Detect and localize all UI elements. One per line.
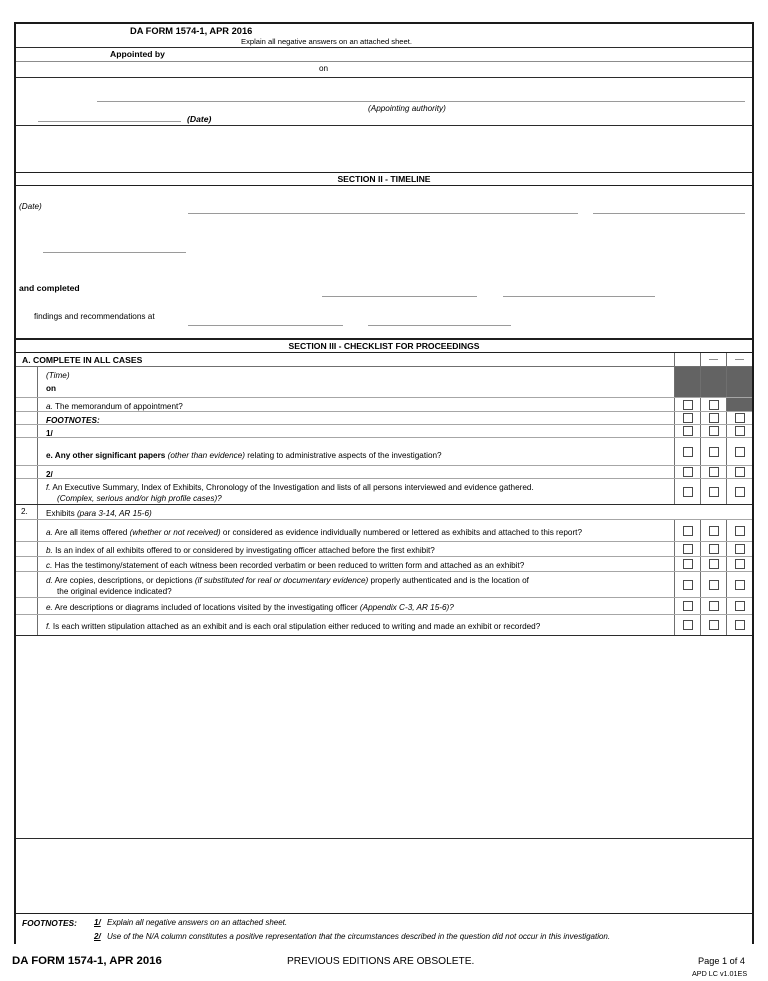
checkbox-yes[interactable] [683, 559, 693, 569]
section2-findings-rule-1[interactable] [188, 325, 343, 326]
form-header-title: DA FORM 1574-1, APR 2016 [130, 26, 253, 36]
checkbox-cell-no[interactable] [700, 425, 726, 437]
col-header-na [726, 353, 752, 366]
checkbox-cell-no[interactable] [700, 572, 726, 597]
item2-row-b-letter: b. [46, 546, 53, 555]
footer-form-id: DA FORM 1574-1, APR 2016 [12, 955, 162, 967]
checkbox-cell-yes[interactable] [674, 520, 700, 541]
blank-continuation-area[interactable] [16, 636, 752, 839]
on-band [16, 62, 752, 78]
section2-completed-rule-1[interactable] [322, 296, 477, 297]
item2-title-reference: (para 3-14, AR 15-6) [76, 508, 152, 518]
checkbox-yes[interactable] [683, 426, 693, 436]
item2-row-a-tail: or considered as evidence individually numbered or lettered as exhibits and attached to this report? [220, 528, 582, 537]
checklist-part-a-header [16, 353, 752, 367]
checkbox-na[interactable] [735, 544, 745, 554]
checkbox-na[interactable] [735, 526, 745, 536]
item2-row-d-tail: properly authenticated and is the location of [368, 575, 529, 585]
appointing-authority-rule[interactable] [97, 101, 745, 102]
footnotes-block [16, 913, 752, 946]
row-e-lead: e. Any other significant papers [46, 451, 168, 460]
row-number-blank [16, 479, 38, 504]
checkbox-cell-shaded [726, 398, 752, 411]
checkbox-no[interactable] [709, 426, 719, 436]
item2-row-d-letter: d. [46, 575, 53, 585]
checkbox-cell-no[interactable] [700, 412, 726, 424]
checkbox-cell-no[interactable] [700, 438, 726, 465]
footer-apd-label: APD LC v1.01ES [692, 969, 748, 978]
row-f-line1: An Executive Summary, Index of Exhibits, Chronology of the Investigation and lists of all persons interviewed and evidence gathered. [50, 482, 534, 492]
section2-title: SECTION II - TIMELINE [16, 172, 752, 186]
row-a-memorandum-text [38, 398, 674, 411]
checkbox-no[interactable] [709, 559, 719, 569]
checkbox-cell-yes[interactable] [674, 412, 700, 424]
checkbox-na[interactable] [735, 601, 745, 611]
checkbox-na[interactable] [735, 467, 745, 477]
table-row [16, 598, 752, 615]
table-row [16, 438, 752, 466]
section2-time-rule[interactable] [43, 252, 186, 253]
item2-row-e-letter: e. [46, 603, 53, 612]
time-on-row [16, 367, 752, 398]
row-f-executive-summary-text [38, 479, 674, 504]
section2-date-rule-2[interactable] [593, 213, 745, 214]
checkbox-cell-no[interactable] [700, 615, 726, 635]
section2-completed-rule-2[interactable] [503, 296, 655, 297]
checkbox-yes[interactable] [683, 447, 693, 457]
checkbox-na[interactable] [735, 413, 745, 423]
row-number-blank [16, 542, 38, 556]
item2-row-c-letter: c. [46, 561, 53, 570]
item2-row-b-lead: Is an index of all exhibits offered to or considered by investigating officer attached before the first exhibit? [55, 546, 435, 555]
footnote-1-marker: 1/ [94, 918, 101, 927]
item2-exhibits-heading-row [16, 505, 752, 520]
checkbox-cell-shaded [700, 367, 726, 397]
checkbox-cell-no[interactable] [700, 466, 726, 478]
checkbox-cell-na[interactable] [726, 520, 752, 541]
table-row [16, 615, 752, 636]
col-header-yes [674, 353, 700, 366]
checkbox-cell-no[interactable] [700, 598, 726, 614]
item2-row-d-lead: Are copies, descriptions, or depictions [54, 575, 195, 585]
checkbox-cell-na[interactable] [726, 557, 752, 571]
checkbox-cell-yes[interactable] [674, 542, 700, 556]
checkbox-no[interactable] [709, 447, 719, 457]
section2-date-rule-1[interactable] [188, 213, 578, 214]
checkbox-no[interactable] [709, 544, 719, 554]
table-row [16, 466, 752, 479]
header-band [16, 24, 752, 48]
item2-title [38, 505, 752, 519]
checkbox-cell-yes[interactable] [674, 479, 700, 504]
footnote-1-text: Explain all negative answers on an attached sheet. [107, 918, 288, 927]
section3-title: SECTION III - CHECKLIST FOR PROCEEDINGS [16, 339, 752, 353]
checkbox-no[interactable] [709, 601, 719, 611]
checkbox-na[interactable] [735, 487, 745, 497]
footnote-2-text: Use of the N/A column constitutes a positive representation that the circumstances described in the question did not occur in this investigation. [107, 932, 611, 941]
table-row [16, 542, 752, 557]
checkbox-cell-na[interactable] [726, 412, 752, 424]
row-a-label: The memorandum of appointment? [52, 401, 183, 411]
row-f-letter: f. [46, 482, 51, 492]
item2-row-a-lead: Are all items offered [54, 528, 130, 537]
checkbox-na[interactable] [735, 620, 745, 630]
checkbox-cell-na[interactable] [726, 615, 752, 635]
row-number-blank [16, 438, 38, 465]
table-row [16, 412, 752, 425]
item2-row-a-text [38, 520, 674, 541]
checkbox-cell-no[interactable] [700, 557, 726, 571]
checkbox-cell-na[interactable] [726, 542, 752, 556]
checkbox-cell-shaded [674, 367, 700, 397]
checkbox-yes[interactable] [683, 467, 693, 477]
section2-body [16, 186, 752, 339]
row-number-blank [16, 557, 38, 571]
checkbox-cell-yes[interactable] [674, 615, 700, 635]
item2-row-c-lead: Has the testimony/statement of each witness been recorded verbatim or been reduced to written form and attached as an exhibit? [54, 561, 525, 570]
col-header-na-dash [735, 359, 744, 360]
form-outer-frame [14, 22, 754, 944]
footnotes-label: FOOTNOTES: [22, 918, 77, 928]
footer-page-label: Page 1 of 4 [698, 956, 745, 966]
row-number-blank [16, 598, 38, 614]
time-label: (Time) [46, 370, 70, 380]
checkbox-cell-yes[interactable] [674, 466, 700, 478]
row-number-blank [16, 466, 38, 478]
checkbox-cell-na[interactable] [726, 466, 752, 478]
form-header-note: Explain all negative answers on an attached sheet. [241, 37, 412, 46]
appointing-authority-caption: (Appointing authority) [368, 104, 446, 113]
on-label: on [319, 64, 329, 73]
checkbox-cell-yes[interactable] [674, 572, 700, 597]
checkbox-cell-na[interactable] [726, 479, 752, 504]
checkbox-no[interactable] [709, 620, 719, 630]
row-number-blank [16, 398, 38, 411]
checkbox-cell-yes[interactable] [674, 398, 700, 411]
item2-row-a-letter: a. [46, 528, 53, 537]
appointment-date-caption: (Date) [187, 114, 212, 124]
row-footnotes-label: FOOTNOTES: [46, 415, 100, 425]
checkbox-no[interactable] [709, 400, 719, 410]
section2-and-completed-label: and completed [19, 283, 80, 293]
row-e-significant-papers-text [38, 438, 674, 465]
checkbox-na[interactable] [735, 580, 745, 590]
checkbox-no[interactable] [709, 413, 719, 423]
item2-row-e-parenthetical: (Appendix C-3, AR 15-6)? [359, 603, 454, 612]
checkbox-cell-no[interactable] [700, 542, 726, 556]
row-a-letter: a. [46, 401, 53, 411]
item2-row-d-parenthetical: (if substituted for real or documentary evidence) [194, 575, 369, 585]
checkbox-yes[interactable] [683, 620, 693, 630]
checkbox-cell-na[interactable] [726, 572, 752, 597]
checkbox-cell-na[interactable] [726, 425, 752, 437]
item2-row-e-lead: Are descriptions or diagrams included of locations visited by the investigating officer [54, 603, 360, 612]
checkbox-cell-yes[interactable] [674, 557, 700, 571]
item2-number: 2. [16, 505, 38, 519]
section2-findings-label: findings and recommendations at [34, 312, 155, 321]
checkbox-no[interactable] [709, 526, 719, 536]
checkbox-yes[interactable] [683, 526, 693, 536]
item2-row-e-text [38, 598, 674, 614]
table-row [16, 520, 752, 542]
checkbox-yes[interactable] [683, 413, 693, 423]
checkbox-no[interactable] [709, 487, 719, 497]
checkbox-cell-no[interactable] [700, 398, 726, 411]
checkbox-yes[interactable] [683, 544, 693, 554]
item2-title-main: Exhibits [46, 508, 75, 518]
row-number-blank [16, 367, 38, 397]
table-row [16, 479, 752, 505]
row-e-parenthetical: (other than evidence) [167, 451, 245, 460]
checkbox-cell-no[interactable] [700, 479, 726, 504]
time-on-cell [38, 367, 674, 397]
checkbox-no[interactable] [709, 467, 719, 477]
checkbox-cell-yes[interactable] [674, 425, 700, 437]
row-e-tail: relating to administrative aspects of the investigation? [245, 451, 442, 460]
row-f-line2: (Complex, serious and/or high profile cases)? [57, 493, 222, 503]
checkbox-na[interactable] [735, 426, 745, 436]
checkbox-cell-yes[interactable] [674, 438, 700, 465]
item2-row-b-text [38, 542, 674, 556]
part-a-label: A. COMPLETE IN ALL CASES [22, 354, 143, 365]
checkbox-cell-yes[interactable] [674, 598, 700, 614]
row-footnote-2-marker: 2/ [46, 469, 53, 479]
checkbox-yes[interactable] [683, 601, 693, 611]
table-row [16, 425, 752, 438]
checkbox-cell-na[interactable] [726, 438, 752, 465]
item2-row-f-text [38, 615, 674, 635]
item2-row-d-line2: the original evidence indicated? [57, 586, 172, 596]
checkbox-no[interactable] [709, 580, 719, 590]
row-number-blank [16, 425, 38, 437]
item2-row-f-letter: f. [46, 622, 51, 631]
checkbox-na[interactable] [735, 559, 745, 569]
appointed-by-label: Appointed by [110, 49, 165, 59]
checklist-table [16, 353, 752, 839]
checkbox-cell-no[interactable] [700, 520, 726, 541]
checkbox-cell-na[interactable] [726, 598, 752, 614]
appointed-by-band [16, 48, 752, 62]
item2-row-f-lead: Is each written stipulation attached as an exhibit and is each oral stipulation either reduced to writing and made an exhibit or recorded? [52, 622, 541, 631]
row-footnote-1-marker: 1/ [46, 428, 53, 438]
footer-editions-note: PREVIOUS EDITIONS ARE OBSOLETE. [287, 956, 475, 967]
section2-findings-rule-2[interactable] [368, 325, 511, 326]
item2-row-d-text [38, 572, 674, 597]
time-on-label: on [46, 383, 57, 393]
item2-row-c-text [38, 557, 674, 571]
checkbox-yes[interactable] [683, 487, 693, 497]
row-number-blank [16, 520, 38, 541]
footnote-2-marker: 2/ [94, 932, 101, 941]
section2-date-label: (Date) [19, 202, 42, 211]
row-number-blank [16, 572, 38, 597]
appointment-date-rule[interactable] [38, 121, 181, 122]
row-number-blank [16, 615, 38, 635]
appointing-authority-band [16, 78, 752, 126]
table-row [16, 572, 752, 598]
col-header-no [700, 353, 726, 366]
table-row [16, 557, 752, 572]
row-number-blank [16, 412, 38, 424]
col-header-no-dash [709, 359, 718, 360]
checkbox-yes[interactable] [683, 580, 693, 590]
checkbox-cell-shaded [726, 367, 752, 397]
table-row [16, 398, 752, 412]
checkbox-na[interactable] [735, 447, 745, 457]
item2-row-a-parenthetical: (whether or not received) [129, 528, 221, 537]
checkbox-yes[interactable] [683, 400, 693, 410]
